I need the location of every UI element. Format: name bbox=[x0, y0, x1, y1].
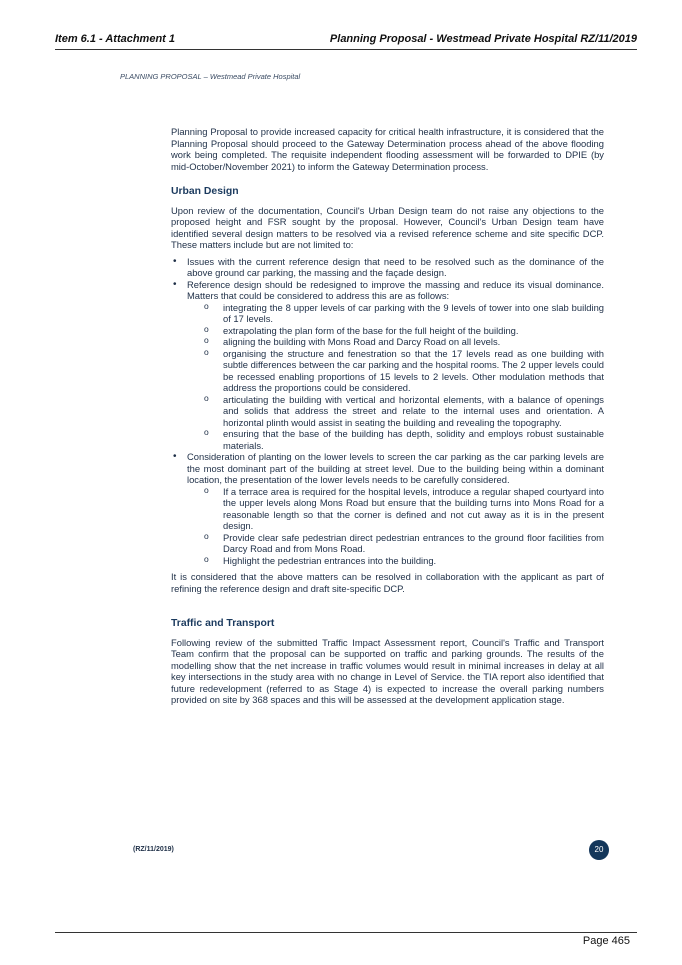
footer-divider bbox=[55, 932, 637, 933]
internal-page-badge: 20 bbox=[589, 840, 609, 860]
sub-bullet-item: o If a terrace area is required for the hospital levels, introduce a regular shaped courtyard into the upper levels along Mons Road but ensure that the building turns into Mons Road for a reasonable length so that the corner is defined and not cut away as it is in the present design. bbox=[223, 486, 604, 532]
footer-reference: (RZ/11/2019) bbox=[133, 846, 174, 853]
sub-bullet-list bbox=[187, 302, 604, 452]
urban-design-heading: Urban Design bbox=[171, 186, 239, 197]
sub-bullet-item: o Highlight the pedestrian entrances into the building. bbox=[223, 555, 604, 567]
intro-paragraph: Planning Proposal to provide increased capacity for critical health infrastructure, it is considered that the Planning Proposal should proceed to the Gateway Determination process ahead of the above flooding work being completed. The requisite independent flooding assessment will be forwarded to DPIE (by mid-October/November 2021) to inform the Gateway Determination process. bbox=[171, 126, 604, 172]
bullet-text: Issues with the current reference design that need to be resolved such as the dominance of the above ground car parking, the massing and the façade design. bbox=[187, 255, 604, 278]
traffic-paragraph: Following review of the submitted Traffic Impact Assessment report, Council's Traffic and Transport Team confirm that the proposal can be supported on traffic and parking grounds. The results of the modelling show that the net increase in traffic volumes would result in minimal increases in delay at all key intersections in the study area with no change in Level of Service. the TIA report also identified that future redevelopment (referred to as Stage 4) is expected to increase the overall parking numbers provided on site by 368 spaces and this will be assessed at the development application stage. bbox=[171, 636, 604, 705]
sub-bullet-item: o articulating the building with vertical and horizontal elements, with a balance of openings and solids that address the street and relate to the internal uses and orientation. A horizontal plinth would assist in seating the building and revealing the topography. bbox=[223, 394, 604, 429]
urban-design-conclusion: It is considered that the above matters can be resolved in collaboration with the applicant as part of refining the reference design and draft site-specific DCP. bbox=[171, 571, 604, 594]
sub-bullet-item: o extrapolating the plan form of the base for the full height of the building. bbox=[223, 325, 604, 337]
sub-bullet-item: o integrating the 8 upper levels of car parking with the 9 levels of tower into one slab building of 17 levels. bbox=[223, 302, 604, 325]
bullet-text: Consideration of planting on the lower levels to screen the car parking as the car parking levels are the most dominant part of the building at street level. Due to the building being within a dominant location, the presentation of the lower levels needs to be carefully considered. bbox=[187, 451, 604, 485]
sub-bullet-item: o Provide clear safe pedestrian direct pedestrian entrances to the ground floor facilities from Darcy Road and from Mons Road. bbox=[223, 532, 604, 555]
sub-bullet-item: o ensuring that the base of the building has depth, solidity and employs robust sustainable materials. bbox=[223, 428, 604, 451]
bullet-item bbox=[187, 451, 604, 566]
running-title: PLANNING PROPOSAL – Westmead Private Hospital bbox=[120, 72, 301, 81]
item-attachment-label: Item 6.1 - Attachment 1 bbox=[55, 33, 176, 45]
bullet-item bbox=[187, 256, 604, 279]
urban-design-intro: Upon review of the documentation, Council's Urban Design team do not raise any objections to the proposed height and FSR sought by the proposal. However, Council's Urban Design team have identified several design matters to be resolved via a revised reference scheme and site specific DCP. These matters include but are not limited to: bbox=[171, 204, 604, 250]
page-number: Page 465 bbox=[582, 935, 630, 947]
page-header bbox=[55, 33, 637, 50]
bullet-item bbox=[187, 279, 604, 452]
sub-bullet-item: o organising the structure and fenestration so that the 17 levels read as one building with subtle differences between the car parking and the hospital rooms. The 2 upper levels could be recessed enabling proportions of 15 levels to 2 levels. Other modulation methods that address the proportions could be considered. bbox=[223, 348, 604, 394]
document-body bbox=[171, 126, 604, 706]
sub-bullet-list bbox=[187, 486, 604, 567]
bullet-text: Reference design should be redesigned to improve the massing and reduce its visual dominance. Matters that could be considered to address this are as follows: bbox=[187, 278, 604, 301]
traffic-heading: Traffic and Transport bbox=[171, 618, 275, 629]
sub-bullet-item: o aligning the building with Mons Road and Darcy Road on all levels. bbox=[223, 336, 604, 348]
document-title: Planning Proposal - Westmead Private Hospital RZ/11/2019 bbox=[329, 33, 637, 45]
urban-design-bullet-list bbox=[171, 256, 604, 567]
